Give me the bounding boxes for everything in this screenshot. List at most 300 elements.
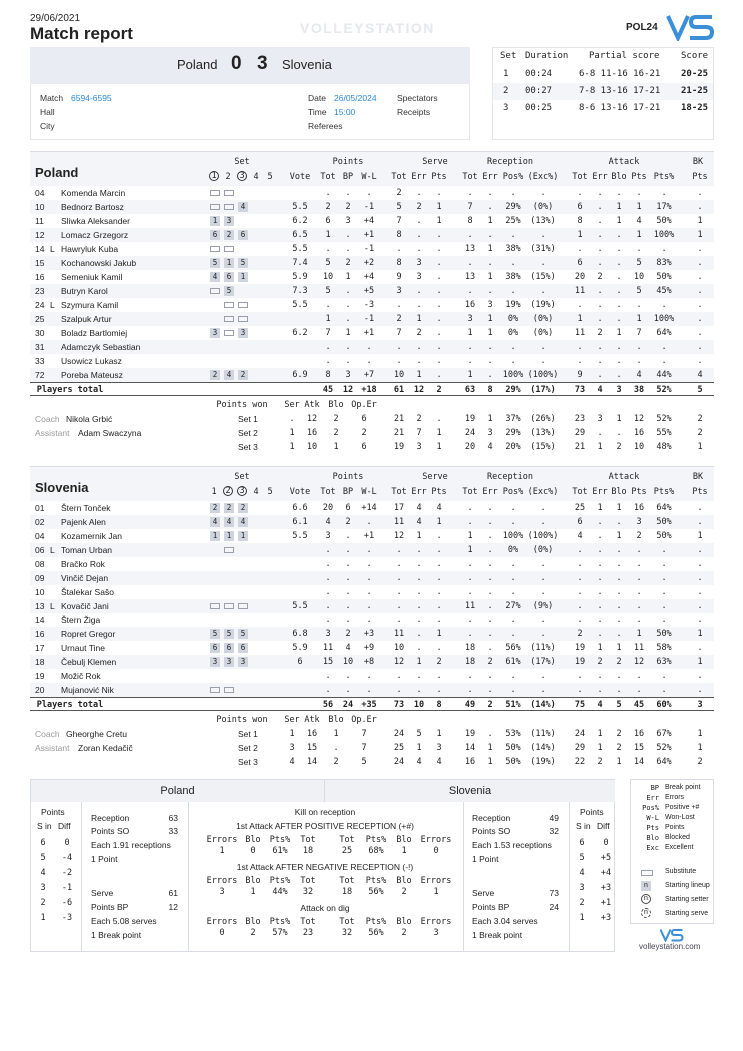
player-stat: . <box>597 244 603 254</box>
player-stat: 83% <box>656 258 672 268</box>
col-header: Err <box>592 172 608 182</box>
player-stat: 8 <box>467 216 473 226</box>
report-date: 29/06/2021 <box>30 13 81 24</box>
player-stat: . <box>636 342 642 352</box>
player-stat: . <box>616 272 622 282</box>
player-stat: 16 <box>464 300 476 310</box>
col-header: Tot <box>320 172 336 182</box>
points-won-header <box>30 713 714 727</box>
set-row <box>493 66 713 83</box>
attack-block-header: Errors <box>206 917 238 927</box>
player-stat: . <box>661 601 667 611</box>
player-stat: 6 <box>345 503 351 513</box>
player-stat: 5 <box>636 286 642 296</box>
legend-value: Excellent <box>665 844 694 851</box>
set-position-box: 2 <box>224 503 234 513</box>
player-vote: 6.2 <box>292 328 308 338</box>
player-stat: . <box>467 517 473 527</box>
player-stat: . <box>467 671 473 681</box>
set-stat: 19 <box>464 414 476 424</box>
attack-block-value: 3 <box>219 887 225 897</box>
set-stat: . <box>436 414 442 424</box>
player-stat: . <box>416 286 422 296</box>
total-stat: 2 <box>487 700 493 710</box>
receipts-label: Receipts <box>397 107 431 117</box>
attack-block-value: 56% <box>368 928 384 938</box>
player-stat: . <box>487 517 493 527</box>
summary-reception: Reception <box>91 813 130 823</box>
rotation-diff: -2 <box>61 868 73 878</box>
set-stat: 16 <box>633 729 645 739</box>
setter-swatch: n <box>641 894 651 904</box>
attack-block-header: Errors <box>420 917 452 927</box>
attack-block-header: Tot <box>300 835 316 845</box>
summary-away-title: Slovenia <box>324 780 615 802</box>
attack-block-title: Attack on dig <box>300 903 350 913</box>
player-stat: . <box>540 356 546 366</box>
player-stat: . <box>616 629 622 639</box>
player-stat: . <box>345 573 351 583</box>
player-stat: . <box>436 286 442 296</box>
set-position-box: 6 <box>210 230 220 240</box>
set-stat: 29 <box>574 743 586 753</box>
set-stat: 14 <box>633 757 645 767</box>
players-total-label: Players total <box>36 385 104 395</box>
attack-block-value: 1 <box>219 846 225 856</box>
player-stat: . <box>396 601 402 611</box>
player-stat: . <box>436 258 442 268</box>
header-bk: BK <box>692 157 704 167</box>
summary-serve: Serve <box>91 888 114 898</box>
player-stat: +9 <box>363 643 375 653</box>
set-points-won: 16 <box>306 428 318 438</box>
attack-block-value: 2 <box>250 928 256 938</box>
summary-one-bp: 1 Break point <box>472 930 523 940</box>
player-stat: . <box>366 615 372 625</box>
player-number: 18 <box>35 657 45 667</box>
header-set: Set <box>234 157 250 167</box>
player-row <box>30 228 714 242</box>
attack-block-header: Errors <box>420 876 452 886</box>
player-stat: . <box>636 671 642 681</box>
player-stat: 2 <box>325 202 331 212</box>
player-stat: . <box>416 216 422 226</box>
player-number: 17 <box>35 643 45 653</box>
player-stat: 1 <box>616 216 622 226</box>
player-stat: . <box>436 314 442 324</box>
summary-each-serve: Each 5.08 serves <box>91 916 157 926</box>
player-stat: . <box>487 559 493 569</box>
total-stat: 51% <box>505 700 521 710</box>
rotation-diff: +3 <box>600 913 612 923</box>
set-stat: 20 <box>464 442 476 452</box>
player-number: 08 <box>35 559 45 569</box>
player-name: Štern Tonček <box>61 503 111 513</box>
player-stat: 11 <box>633 643 645 653</box>
player-stat: . <box>510 286 516 296</box>
player-stat: 29% <box>505 202 521 212</box>
attack-block-header: Tot <box>300 876 316 886</box>
set-points-won: . <box>333 743 339 753</box>
player-stat: . <box>510 685 516 695</box>
header-reception: Reception <box>486 472 534 482</box>
total-stat: 4 <box>597 385 603 395</box>
players-total-label: Players total <box>36 700 104 710</box>
set-position-box <box>224 547 234 553</box>
player-stat: . <box>616 300 622 310</box>
player-stat: 1 <box>697 531 703 541</box>
player-row <box>30 298 714 312</box>
player-stat: 13 <box>464 244 476 254</box>
set-points-won: 10 <box>306 442 318 452</box>
col-header: Pts <box>692 172 708 182</box>
kill-on-reception-title: Kill on reception <box>294 807 356 817</box>
player-stat: (0%) <box>532 328 554 338</box>
player-stat: 3 <box>325 531 331 541</box>
player-stat: . <box>366 545 372 555</box>
player-number: 02 <box>35 517 45 527</box>
player-stat: 12 <box>393 531 405 541</box>
player-stat: 17% <box>656 202 672 212</box>
set-row-cell: 6-8 11-16 16-21 <box>579 69 661 79</box>
player-stat: . <box>416 356 422 366</box>
player-stat: 19 <box>574 643 586 653</box>
player-stat: 10 <box>393 643 405 653</box>
set-stat: 1 <box>436 729 442 739</box>
player-stat: (17%) <box>530 657 556 667</box>
player-row <box>30 641 714 655</box>
col-header: Pos% <box>502 172 524 182</box>
player-stat: . <box>510 517 516 527</box>
player-stat: . <box>436 272 442 282</box>
player-stat: . <box>345 545 351 555</box>
player-stat: . <box>540 615 546 625</box>
player-stat: 38% <box>505 272 521 282</box>
player-stat: . <box>597 587 603 597</box>
total-stat: 56 <box>322 700 334 710</box>
player-stat: 4 <box>636 216 642 226</box>
player-stat: . <box>597 216 603 226</box>
set-position-box <box>238 302 248 308</box>
player-stat: 20 <box>574 272 586 282</box>
player-stat: . <box>540 258 546 268</box>
player-stat: . <box>597 601 603 611</box>
city-label: City <box>40 121 55 131</box>
player-stat: 44% <box>656 370 672 380</box>
player-stat: . <box>577 244 583 254</box>
set-points-won: 1 <box>333 442 339 452</box>
player-stat: 1 <box>577 230 583 240</box>
player-stat: . <box>540 685 546 695</box>
player-stat: . <box>325 573 331 583</box>
player-stat: 4 <box>577 531 583 541</box>
attack-block-value: 23 <box>302 928 314 938</box>
player-stat: . <box>616 685 622 695</box>
player-stat: 9 <box>396 272 402 282</box>
summary-points-bp: Points BP <box>91 902 129 912</box>
player-stat: . <box>487 202 493 212</box>
set-stat: 4 <box>436 757 442 767</box>
player-stat: . <box>467 615 473 625</box>
legend-substitute: Substitute <box>665 868 697 875</box>
player-stat: . <box>510 615 516 625</box>
player-row <box>30 368 714 382</box>
player-number: 25 <box>35 314 45 324</box>
player-stat: . <box>396 587 402 597</box>
player-stat: 1 <box>436 216 442 226</box>
player-stat: (9%) <box>532 601 554 611</box>
total-stat: 5 <box>697 385 703 395</box>
player-stat: 12 <box>633 657 645 667</box>
legend-value: Errors <box>665 794 685 801</box>
player-row <box>30 284 714 298</box>
set-position-box <box>210 687 220 693</box>
player-vote: 6.8 <box>292 629 308 639</box>
player-vote: 5.9 <box>292 272 308 282</box>
player-stat: 1 <box>697 216 703 226</box>
col-header: Tot <box>462 487 478 497</box>
set-number: 3 <box>237 486 247 496</box>
player-stat: . <box>597 300 603 310</box>
player-stat: . <box>636 685 642 695</box>
player-stat: (100%) <box>527 370 559 380</box>
player-stat: . <box>325 342 331 352</box>
set-stat: 55% <box>656 428 672 438</box>
player-stat: . <box>597 531 603 541</box>
player-name: Kovačič Jani <box>61 601 109 611</box>
spectators-label: Spectators <box>397 93 438 103</box>
lineup-swatch: n <box>641 881 651 891</box>
set-stat: 50% <box>505 743 521 753</box>
set-stat: 2 <box>616 442 622 452</box>
points-won-col: Atk <box>304 400 320 410</box>
set-stat: 2 <box>597 757 603 767</box>
set-stat: 23 <box>574 414 586 424</box>
set-points-won: 4 <box>289 757 295 767</box>
set-position-box <box>210 190 220 196</box>
player-stat: +5 <box>363 286 375 296</box>
player-stat: 11 <box>464 601 476 611</box>
attack-block-value: 56% <box>368 887 384 897</box>
player-stat: . <box>697 587 703 597</box>
player-stat: 20 <box>322 503 334 513</box>
hall-label: Hall <box>40 107 55 117</box>
set-summary-table <box>492 47 714 140</box>
player-stat: . <box>577 356 583 366</box>
divider <box>81 802 82 952</box>
team-name: Slovenia <box>35 480 89 495</box>
player-vote: 5.5 <box>292 531 308 541</box>
player-stat: . <box>436 685 442 695</box>
player-stat: 1 <box>325 314 331 324</box>
player-stat: . <box>616 356 622 366</box>
coach-name: Gheorghe Cretu <box>66 729 127 739</box>
player-stat: . <box>697 601 703 611</box>
player-stat: 1 <box>467 328 473 338</box>
attack-block-value: 2 <box>401 887 407 897</box>
player-number: 12 <box>35 230 45 240</box>
legend-key: Err <box>646 794 659 802</box>
player-stat: 50% <box>656 531 672 541</box>
player-stat: . <box>577 615 583 625</box>
volleystation-logo-icon <box>666 13 716 41</box>
player-stat: . <box>597 314 603 324</box>
player-stat: . <box>616 286 622 296</box>
col-header: Tot <box>320 487 336 497</box>
player-row <box>30 256 714 270</box>
player-number: 10 <box>35 202 45 212</box>
player-stat: . <box>510 671 516 681</box>
match-code: POL24 <box>626 22 658 33</box>
player-stat: 8 <box>325 370 331 380</box>
set-position-box <box>224 204 234 210</box>
set-stat: . <box>487 729 493 739</box>
legend-key: BP <box>650 784 659 792</box>
rotation-diff: +5 <box>600 853 612 863</box>
set-stat: 1 <box>616 414 622 424</box>
set-stat: 2 <box>697 414 703 424</box>
set-points-won: 12 <box>306 414 318 424</box>
player-stat: . <box>487 286 493 296</box>
player-number: 10 <box>35 587 45 597</box>
col-header: Err <box>411 172 427 182</box>
rotation-diff: +3 <box>600 883 612 893</box>
summary-one-point: 1 Point <box>91 854 118 864</box>
libero-mark: L <box>50 244 55 254</box>
player-stat: 0% <box>507 545 519 555</box>
set-stat: (15%) <box>530 442 556 452</box>
player-stat: 56% <box>505 643 521 653</box>
set-stat: (19%) <box>530 757 556 767</box>
set-stat: 19 <box>393 442 405 452</box>
total-stat: 61 <box>393 385 405 395</box>
player-stat: . <box>597 202 603 212</box>
summary-points-bp: Points BP <box>472 902 510 912</box>
player-stat: . <box>487 258 493 268</box>
attack-block-header: Blo <box>245 876 261 886</box>
player-stat: -1 <box>363 244 375 254</box>
player-stat: 11 <box>393 517 405 527</box>
player-stat: (13%) <box>530 216 556 226</box>
footer-url: volleystation.com <box>639 942 701 951</box>
player-number: 09 <box>35 573 45 583</box>
coach-label: Coach <box>35 729 60 739</box>
player-row <box>30 669 714 683</box>
set-stat: 3 <box>487 428 493 438</box>
set-position-box: 3 <box>210 328 220 338</box>
player-stat: 6 <box>325 216 331 226</box>
divider <box>463 802 464 952</box>
points-won-col: Blo <box>328 715 344 725</box>
attack-block-header: Blo <box>245 917 261 927</box>
rotation-s-in: 1 <box>40 913 46 923</box>
summary-serve-v: 61 <box>168 888 178 898</box>
player-stat: . <box>616 314 622 324</box>
player-stat: . <box>345 356 351 366</box>
set-stat: 2 <box>616 729 622 739</box>
player-stat: . <box>697 503 703 513</box>
player-stat: 6 <box>577 202 583 212</box>
player-stat: 1 <box>416 314 422 324</box>
player-stat: 4 <box>325 517 331 527</box>
total-stat: +35 <box>361 700 377 710</box>
player-vote: 5.5 <box>292 300 308 310</box>
total-stat: (17%) <box>530 385 556 395</box>
summary-points-bp-v: 12 <box>168 902 178 912</box>
rotation-diff-label: Diff <box>597 821 610 831</box>
player-stat: . <box>597 685 603 695</box>
home-team-name: Poland <box>177 57 218 72</box>
summary-each-rec: Each 1.91 receptions <box>91 840 171 850</box>
set-row-cell: 3 <box>503 103 509 113</box>
player-stat: 2 <box>345 517 351 527</box>
player-stat: 1 <box>636 202 642 212</box>
team-table-away <box>30 466 714 769</box>
set-position-box <box>210 288 220 294</box>
player-stat: 8 <box>396 230 402 240</box>
player-stat: . <box>616 615 622 625</box>
set-points-won: 2 <box>333 757 339 767</box>
player-name: Mujanović Nik <box>61 685 114 695</box>
legend-value: Positive +# <box>665 804 700 811</box>
player-stat: . <box>540 230 546 240</box>
player-stat: . <box>345 230 351 240</box>
player-stat: . <box>416 573 422 583</box>
player-stat: 3 <box>487 300 493 310</box>
player-stat: . <box>597 342 603 352</box>
time-label: Time <box>308 107 327 117</box>
player-stat: . <box>661 356 667 366</box>
player-stat: . <box>636 573 642 583</box>
col-header: Tot <box>572 487 588 497</box>
set-stat: 4 <box>416 757 422 767</box>
player-stat: . <box>540 517 546 527</box>
player-stat: . <box>487 188 493 198</box>
player-stat: . <box>616 370 622 380</box>
total-stat: 73 <box>574 385 586 395</box>
player-stat: . <box>416 545 422 555</box>
set-row-cell: 1 <box>503 69 509 79</box>
set-position-box: 6 <box>224 272 234 282</box>
points-won-col: Op.Er <box>351 715 377 725</box>
player-stat: . <box>436 587 442 597</box>
set-stat: 1 <box>487 414 493 424</box>
player-name: Bračko Rok <box>61 559 105 569</box>
player-stat: 2 <box>597 272 603 282</box>
coach-name: Nikola Grbić <box>66 414 113 424</box>
footer-logo-icon <box>658 928 686 942</box>
set-number: 1 <box>211 487 217 497</box>
set-position-box <box>238 603 248 609</box>
player-stat: 58% <box>656 643 672 653</box>
summary-points-so-v: 33 <box>168 826 178 836</box>
total-stat: 2 <box>436 385 442 395</box>
player-name: Pajenk Alen <box>61 517 106 527</box>
total-stat: +18 <box>361 385 377 395</box>
summary-each-serve: Each 3.04 serves <box>472 916 538 926</box>
player-stat: . <box>616 671 622 681</box>
set-stat: 1 <box>436 428 442 438</box>
player-stat: 13 <box>464 272 476 282</box>
player-stat: . <box>436 370 442 380</box>
player-stat: . <box>697 671 703 681</box>
player-stat: . <box>325 601 331 611</box>
summary-points-bp-v: 24 <box>549 902 559 912</box>
player-stat: . <box>416 615 422 625</box>
player-stat: . <box>616 230 622 240</box>
rotation-s-in: 5 <box>579 853 585 863</box>
set-points-won: 1 <box>289 442 295 452</box>
